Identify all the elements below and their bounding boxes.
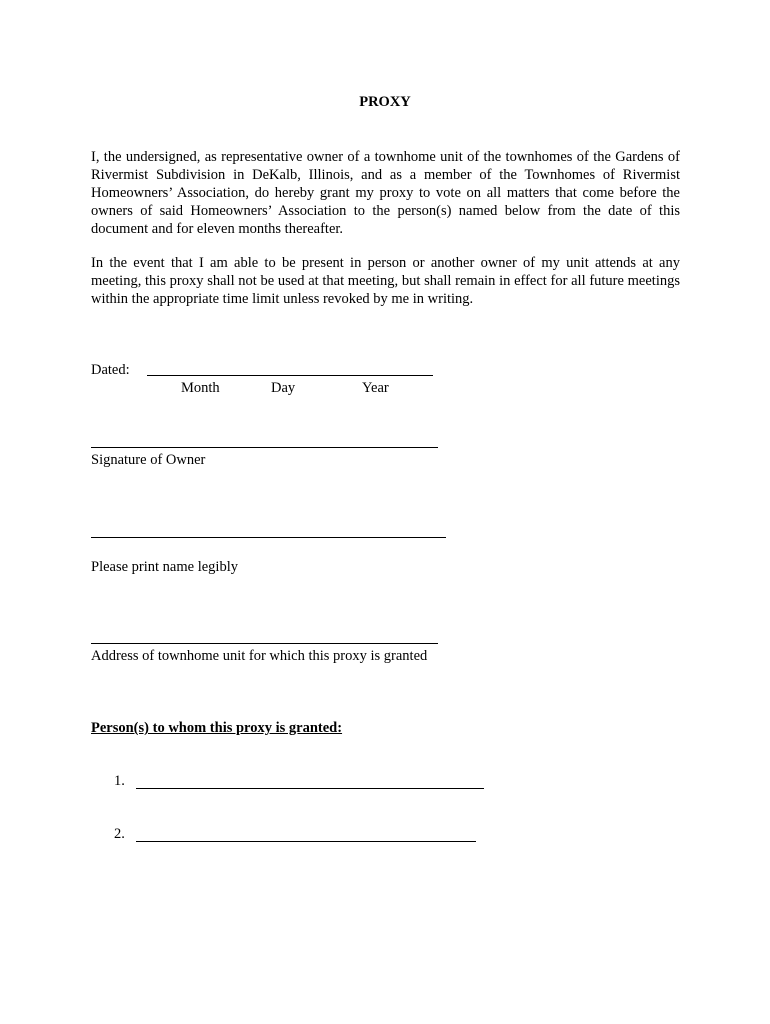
document-title: PROXY (359, 94, 411, 110)
date-line[interactable] (147, 375, 433, 376)
persons-heading: Person(s) to whom this proxy is granted: (91, 720, 343, 736)
signature-label: Signature of Owner (91, 452, 206, 468)
signature-line[interactable] (91, 447, 438, 448)
print-name-line[interactable] (91, 537, 446, 538)
address-label: Address of townhome unit for which this proxy is granted (91, 648, 428, 664)
revocation-paragraph: In the event that I am able to be present in person or another owner of my unit attends at any meeting, this proxy shall not be used at that meeting, but shall remain in effect for all future meetings within the appropriate time limit unless revoked by me in writing. (91, 255, 680, 307)
print-name-label: Please print name legibly (91, 559, 238, 575)
grant-paragraph: I, the undersigned, as representative owner of a townhome unit of the townhomes of the Gardens of Rivermist Subdivision in DeKalb, Illinois, and as a member of the Townhomes of Rivermist Homeowners’ Association, do hereby grant my proxy to vote on all matters that come before the owners of said Homeowners’ Association to the person(s) named below from the date of this document and for eleven months thereafter. (91, 149, 680, 237)
person-2-line[interactable] (136, 841, 476, 842)
person-2-number: 2. (114, 826, 125, 842)
month-label: Month (181, 380, 220, 396)
person-1-number: 1. (114, 773, 125, 789)
year-label: Year (362, 380, 389, 396)
person-1-line[interactable] (136, 788, 484, 789)
address-line[interactable] (91, 643, 438, 644)
day-label: Day (271, 380, 296, 396)
dated-label: Dated: (91, 362, 130, 378)
